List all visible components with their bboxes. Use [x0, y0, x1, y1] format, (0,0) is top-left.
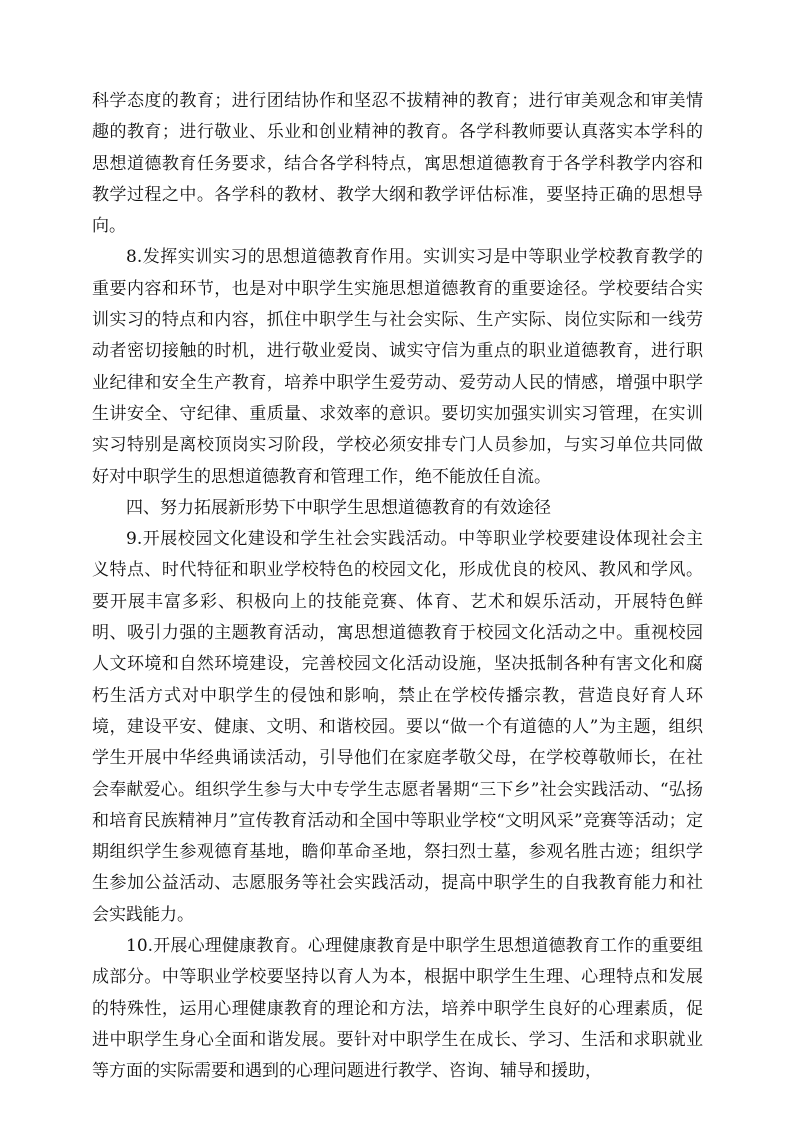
paragraph-subject-education: 科学态度的教育；进行团结协作和坚忍不拔精神的教育；进行审美观念和审美情趣的教育；进行敬业、乐业和创业精神的教育。各学科教师要认真落实本学科的思想道德教育任务要求，结合各学科特点，寓思想道德教育于各学科教学内容和教学过程之中。各学科的教材、教学大纲和教学评估标准，要坚持正确的思想导向。 [92, 91, 703, 237]
paragraph-item-10-mental-health: 10.开展心理健康教育。心理健康教育是中职学生思想道德教育工作的重要组成部分。中等职业学校要坚持以育人为本，根据中职学生生理、心理特点和发展的特殊性，运用心理健康教育的理论和方法，培养中职学生良好的心理素质，促进中职学生身心全面和谐发展。要针对中职学生在成长、学习、生活和求职就业等方面的实际需要和遇到的心理问题进行教学、咨询、辅导和援助， [92, 936, 703, 1082]
paragraph-item-9-campus-culture: 9.开展校园文化建设和学生社会实践活动。中等职业学校要建设体现社会主义特点、时代特征和职业学校特色的校园文化，形成优良的校风、教风和学风。要开展丰富多彩、积极向上的技能竞赛、体育、艺术和娱乐活动，开展特色鲜明、吸引力强的主题教育活动，寓思想道德教育于校园文化活动之中。重视校园人文环境和自然环境建设，完善校园文化活动设施，坚决抵制各种有害文化和腐朽生活方式对中职学生的侵蚀和影响，禁止在学校传播宗教，营造良好育人环境，建设平安、健康、文明、和谐校园。要以“做一个有道德的人”为主题，组织学生开展中华经典诵读活动，引导他们在家庭孝敬父母，在学校尊敬师长，在社会奉献爱心。组织学生参与大中专学生志愿者暑期“三下乡”社会实践活动、“弘扬和培育民族精神月”宣传教育活动和全国中等职业学校“文明风采”竞赛等活动；定期组织学生参观德育基地，瞻仰革命圣地，祭扫烈士墓，参观名胜古迹；组织学生参加公益活动、志愿服务等社会实践活动，提高中职学生的自我教育能力和社会实践能力。 [92, 529, 703, 925]
paragraph-item-8-practical-training: 8.发挥实训实习的思想道德教育作用。实训实习是中等职业学校教育教学的重要内容和环节，也是对中职学生实施思想道德教育的重要途径。学校要结合实训实习的特点和内容，抓住中职学生与社会实际、生产实际、岗位实际和一线劳动者密切接触的时机，进行敬业爱岗、诚实守信为重点的职业道德教育，进行职业纪律和安全生产教育，培养中职学生爱劳动、爱劳动人民的情感，增强中职学生讲安全、守纪律、重质量、求效率的意识。要切实加强实训实习管理，在实训实习特别是离校顶岗实习阶段，学校必须安排专门人员参加，与实习单位共同做好对中职学生的思想道德教育和管理工作，绝不能放任自流。 [92, 247, 703, 487]
section-heading-4: 四、努力拓展新形势下中职学生思想道德教育的有效途径 [126, 497, 551, 518]
